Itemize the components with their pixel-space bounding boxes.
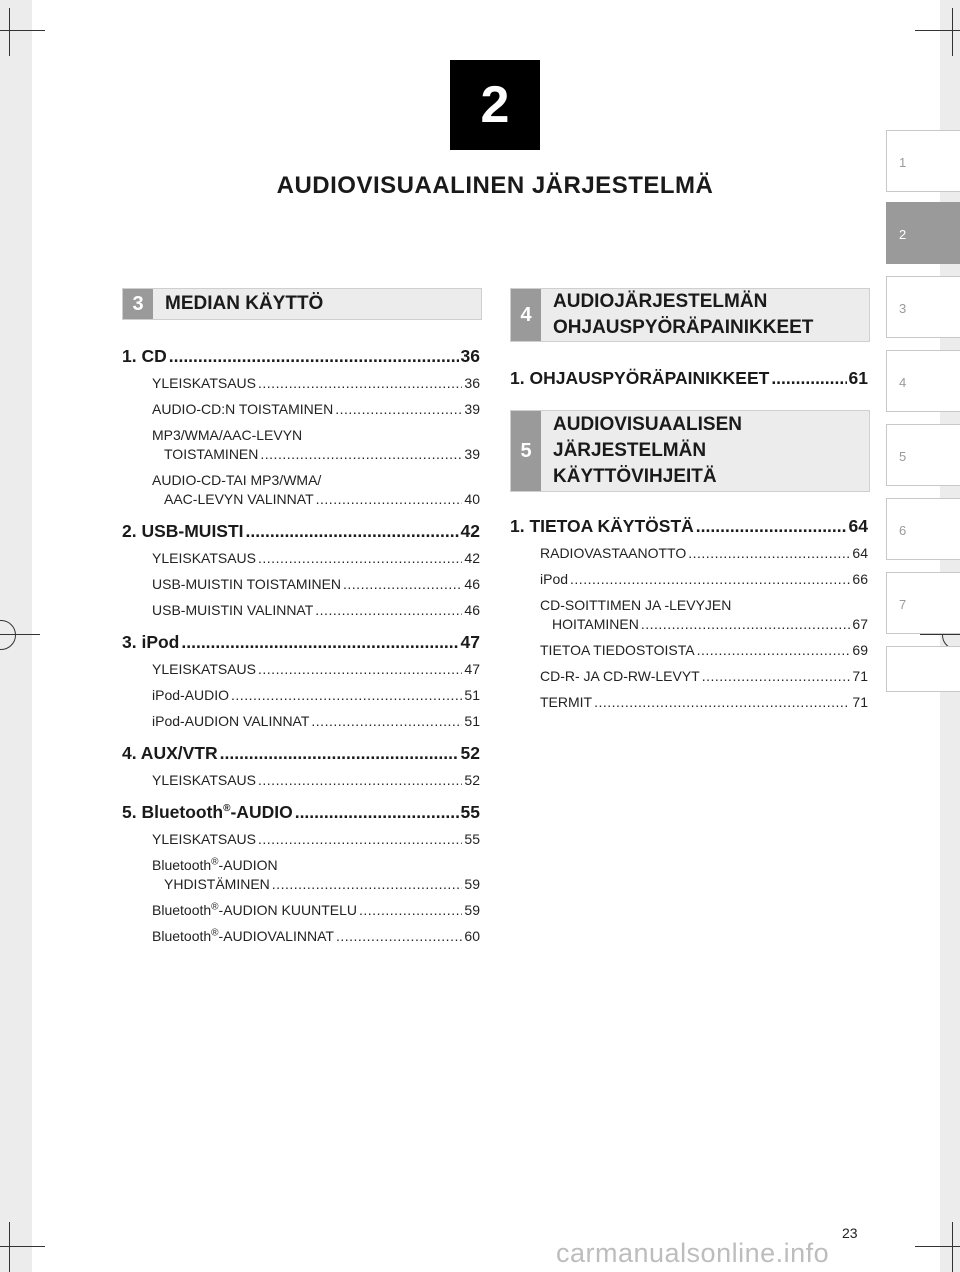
toc-page-number: 71 xyxy=(852,668,868,684)
toc-sub-entry[interactable] xyxy=(152,876,480,892)
toc-page-number: 59 xyxy=(464,902,480,918)
toc-page-number: 47 xyxy=(460,632,480,652)
toc-main-entry[interactable] xyxy=(122,346,480,367)
toc-sub-label: USB-MUISTIN TOISTAMINEN xyxy=(152,576,342,592)
toc-sub-entry[interactable] xyxy=(152,713,480,729)
toc-sub-entry[interactable] xyxy=(540,545,868,561)
leader-dots xyxy=(258,375,462,391)
leader-dots xyxy=(697,642,851,658)
toc-sub-label: USB-MUISTIN VALINNAT xyxy=(152,602,314,618)
tab-4[interactable]: 4 xyxy=(886,350,960,412)
toc-sub-label: iPod xyxy=(540,571,569,587)
toc-page-number: 69 xyxy=(852,642,868,658)
toc-main-label: 3. iPod xyxy=(122,632,180,652)
toc-sub-label-line1: Bluetooth®-AUDION xyxy=(152,856,278,873)
leader-dots xyxy=(169,346,459,367)
toc-sub-label-line1: AUDIO-CD-TAI MP3/WMA/ xyxy=(152,472,322,488)
tab-8[interactable] xyxy=(886,646,960,692)
toc-main-entry[interactable] xyxy=(122,632,480,653)
toc-page-number: 64 xyxy=(852,545,868,561)
toc-page-number: 42 xyxy=(460,521,480,541)
toc-page-number: 60 xyxy=(464,928,480,944)
leader-dots xyxy=(771,368,846,389)
toc-sub-entry[interactable] xyxy=(540,694,868,710)
tab-1[interactable]: 1 xyxy=(886,130,960,192)
chapter-number-box: 2 xyxy=(450,60,540,150)
toc-page-number: 40 xyxy=(464,491,480,507)
leader-dots xyxy=(231,687,462,703)
leader-dots xyxy=(315,602,462,618)
toc-sub-entry[interactable] xyxy=(152,928,480,944)
toc-sub-label: iPod-AUDIO xyxy=(152,687,230,703)
leader-dots xyxy=(311,713,462,729)
tab-2[interactable]: 2 xyxy=(886,202,960,264)
toc-sub-label: YLEISKATSAUS xyxy=(152,661,257,677)
toc-page-number: 66 xyxy=(852,571,868,587)
toc-main-label: 2. USB-MUISTI xyxy=(122,521,244,541)
toc-sub-label: RADIOVASTAANOTTO xyxy=(540,545,687,561)
tab-3[interactable]: 3 xyxy=(886,276,960,338)
toc-sub-label: TOISTAMINEN xyxy=(164,446,259,462)
leader-dots xyxy=(272,876,463,892)
toc-page-number: 61 xyxy=(848,368,868,388)
toc-sub-label: iPod-AUDION VALINNAT xyxy=(152,713,310,729)
toc-page-number: 55 xyxy=(464,831,480,847)
toc-sub-entry[interactable] xyxy=(152,550,480,566)
section-number: 4 xyxy=(511,289,541,341)
toc-sub-label: CD-R- JA CD-RW-LEVYT xyxy=(540,668,700,684)
toc-sub-entry[interactable] xyxy=(152,687,480,703)
leader-dots xyxy=(258,550,462,566)
leader-dots xyxy=(594,694,850,710)
toc-main-entry[interactable] xyxy=(510,368,868,389)
toc-sub-label: HOITAMINEN xyxy=(552,616,639,632)
leader-dots xyxy=(220,743,459,764)
toc-page-number: 46 xyxy=(464,576,480,592)
toc-main-entry[interactable] xyxy=(510,516,868,537)
toc-page-number: 52 xyxy=(460,743,480,763)
toc-sub-label: YHDISTÄMINEN xyxy=(164,876,270,892)
toc-page-number: 39 xyxy=(464,446,480,462)
leader-dots xyxy=(570,571,850,587)
chapter-title: AUDIOVISUAALINEN JÄRJESTELMÄ xyxy=(276,172,714,199)
leader-dots xyxy=(343,576,462,592)
tab-7[interactable]: 7 xyxy=(886,572,960,634)
section-header-4 xyxy=(510,288,870,342)
toc-sub-entry[interactable] xyxy=(540,571,868,587)
toc-main-entry[interactable] xyxy=(122,743,480,764)
leader-dots xyxy=(258,772,462,788)
toc-sub-entry[interactable] xyxy=(152,446,480,462)
toc-sub-label: YLEISKATSAUS xyxy=(152,550,257,566)
toc-sub-entry[interactable] xyxy=(152,831,480,847)
section-header-3 xyxy=(122,288,482,320)
leader-dots xyxy=(258,661,462,677)
toc-sub-entry[interactable] xyxy=(152,401,480,417)
toc-page-number: 36 xyxy=(460,346,480,366)
toc-page-number: 64 xyxy=(848,516,868,536)
toc-page-number: 71 xyxy=(852,694,868,710)
toc-sub-label: AAC-LEVYN VALINNAT xyxy=(164,491,314,507)
page-number: 23 xyxy=(842,1225,858,1241)
toc-sub-label: TIETOA TIEDOSTOISTA xyxy=(540,642,695,658)
leader-dots xyxy=(181,632,458,653)
toc-sub-entry[interactable] xyxy=(152,375,480,391)
toc-sub-entry[interactable] xyxy=(152,661,480,677)
toc-page-number: 59 xyxy=(464,876,480,892)
toc-section-4 xyxy=(510,368,868,389)
toc-sub-entry[interactable] xyxy=(152,602,480,618)
toc-page-number: 55 xyxy=(460,802,480,822)
leader-dots xyxy=(696,516,847,537)
toc-page-number: 39 xyxy=(464,401,480,417)
toc-sub-label-line1: MP3/WMA/AAC-LEVYN xyxy=(152,427,303,443)
leader-dots xyxy=(702,668,851,684)
leader-dots xyxy=(295,802,459,823)
leader-dots xyxy=(246,521,459,542)
toc-main-label: 1. TIETOA KÄYTÖSTÄ xyxy=(510,516,694,536)
toc-sub-label: AUDIO-CD:N TOISTAMINEN xyxy=(152,401,334,417)
leader-dots xyxy=(335,401,462,417)
leader-dots xyxy=(336,928,462,944)
toc-sub-entry[interactable] xyxy=(152,902,480,918)
toc-sub-entry[interactable] xyxy=(152,576,480,592)
watermark: carmanualsonline.info xyxy=(556,1238,830,1268)
leader-dots xyxy=(359,902,462,918)
toc-sub-entry[interactable] xyxy=(540,642,868,658)
toc-sub-label: YLEISKATSAUS xyxy=(152,831,257,847)
section-title: AUDIOJÄRJESTELMÄN OHJAUSPYÖRÄPAINIKKEET xyxy=(553,291,814,338)
leader-dots xyxy=(260,446,462,462)
toc-main-label: 1. CD xyxy=(122,346,167,366)
toc-main-label: 4. AUX/VTR xyxy=(122,743,218,763)
toc-section-5 xyxy=(510,516,868,710)
toc-page-number: 36 xyxy=(464,375,480,391)
toc-sub-label: YLEISKATSAUS xyxy=(152,772,257,788)
tab-5[interactable]: 5 xyxy=(886,424,960,486)
toc-page-number: 42 xyxy=(464,550,480,566)
leader-dots xyxy=(688,545,850,561)
toc-sub-label-line1: CD-SOITTIMEN JA -LEVYJEN xyxy=(540,597,732,613)
toc-main-entry[interactable] xyxy=(122,521,480,542)
section-title: MEDIAN KÄYTTÖ xyxy=(165,293,324,314)
leader-dots xyxy=(258,831,462,847)
leader-dots xyxy=(641,616,851,632)
leader-dots xyxy=(316,491,463,507)
toc-sub-label: YLEISKATSAUS xyxy=(152,375,257,391)
toc-sub-label: Bluetooth®-AUDIOVALINNAT xyxy=(152,927,334,944)
section-header-5 xyxy=(510,410,870,492)
toc-main-label: 5. Bluetooth®-AUDIO xyxy=(122,802,293,822)
section-number: 3 xyxy=(123,289,153,319)
toc-main-entry[interactable] xyxy=(122,802,480,823)
toc-page-number: 52 xyxy=(464,772,480,788)
toc-page-number: 47 xyxy=(464,661,480,677)
toc-page-number: 67 xyxy=(852,616,868,632)
toc-sub-label: Bluetooth®-AUDION KUUNTELU xyxy=(152,901,358,918)
section-title: AUDIOVISUAALISEN JÄRJESTELMÄN KÄYTTÖVIHJEITÄ xyxy=(553,414,742,487)
tab-6[interactable]: 6 xyxy=(886,498,960,560)
toc-sub-entry[interactable] xyxy=(152,772,480,788)
toc-sub-entry[interactable] xyxy=(540,616,868,632)
toc-section-3 xyxy=(122,346,480,944)
toc-sub-entry[interactable] xyxy=(540,668,868,684)
toc-page-number: 51 xyxy=(464,687,480,703)
toc-sub-label: TERMIT xyxy=(540,694,593,710)
toc-page-number: 51 xyxy=(464,713,480,729)
section-number: 5 xyxy=(511,411,541,491)
toc-sub-entry[interactable] xyxy=(152,491,480,507)
toc-main-label: 1. OHJAUSPYÖRÄPAINIKKEET xyxy=(510,368,770,388)
toc-page-number: 46 xyxy=(464,602,480,618)
